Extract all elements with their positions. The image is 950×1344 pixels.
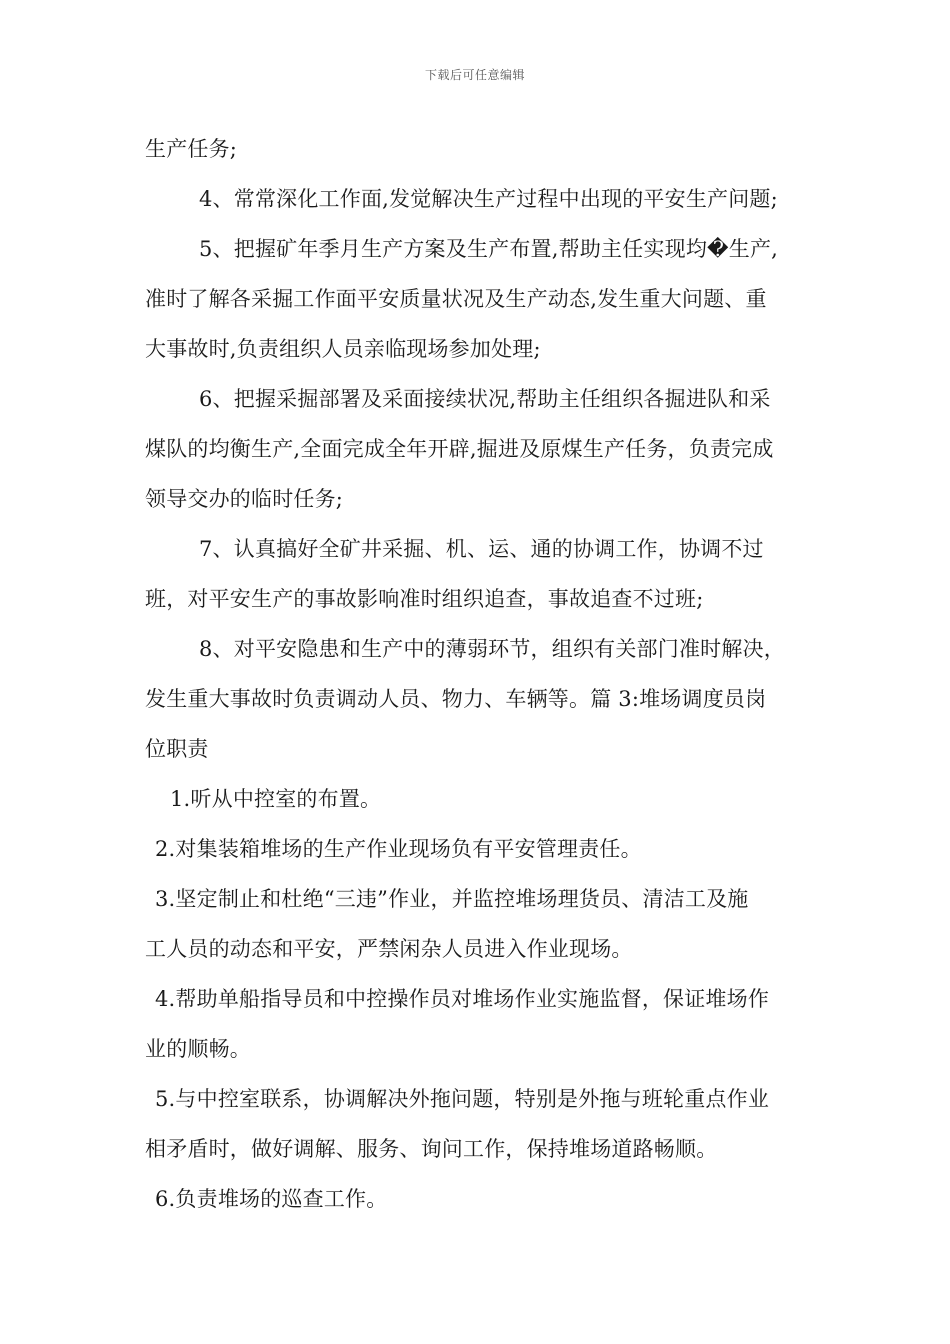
body-line: 2.对集装箱堆场的生产作业现场负有平安管理责任。 bbox=[155, 837, 642, 861]
body-line: 6、把握采掘部署及采面接续状况,帮助主任组织各掘进队和采 bbox=[199, 387, 771, 411]
body-line: 位职责 bbox=[145, 737, 209, 761]
body-line: 3.坚定制止和杜绝“三违”作业，并监控堆场理货员、清洁工及施 bbox=[155, 887, 749, 911]
body-line: 领导交办的临时任务; bbox=[145, 487, 344, 511]
body-line: 大事故时,负责组织人员亲临现场参加处理; bbox=[145, 337, 541, 361]
body-line: 班，对平安生产的事故影响准时组织追查，事故追查不过班; bbox=[145, 587, 704, 611]
body-line: 发生重大事故时负责调动人员、物力、车辆等。篇 3:堆场调度员岗 bbox=[145, 687, 767, 711]
page-header: 下载后可任意编辑 bbox=[424, 68, 525, 82]
body-line: 8、对平安隐患和生产中的薄弱环节，组织有关部门准时解决， bbox=[199, 637, 785, 661]
body-line: 5.与中控室联系，协调解决外拖问题，特别是外拖与班轮重点作业 bbox=[155, 1087, 770, 1111]
body-line: 业的顺畅。 bbox=[145, 1037, 251, 1061]
body-line: 4、常常深化工作面,发觉解决生产过程中出现的平安生产问题; bbox=[199, 187, 778, 211]
body-line: 6.负责堆场的巡查工作。 bbox=[155, 1187, 388, 1211]
body-line: 5、把握矿年季月生产方案及生产布置,帮助主任实现均�生产, bbox=[199, 237, 779, 261]
body-line: 工人员的动态和平安，严禁闲杂人员进入作业现场。 bbox=[145, 937, 633, 961]
body-line: 煤队的均衡生产,全面完成全年开辟,掘进及原煤生产任务，负责完成 bbox=[145, 437, 774, 461]
body-line: 准时了解各采掘工作面平安质量状况及生产动态,发生重大问题、重 bbox=[145, 287, 767, 311]
body-line: 1.听从中控室的布置。 bbox=[170, 787, 382, 811]
body-line: 相矛盾时，做好调解、服务、询问工作，保持堆场道路畅顺。 bbox=[145, 1137, 718, 1161]
body-line: 4.帮助单船指导员和中控操作员对堆场作业实施监督，保证堆场作 bbox=[155, 987, 770, 1011]
body-line: 生产任务; bbox=[145, 137, 238, 161]
body-line: 7、认真搞好全矿井采掘、机、运、通的协调工作，协调不过 bbox=[199, 537, 764, 561]
